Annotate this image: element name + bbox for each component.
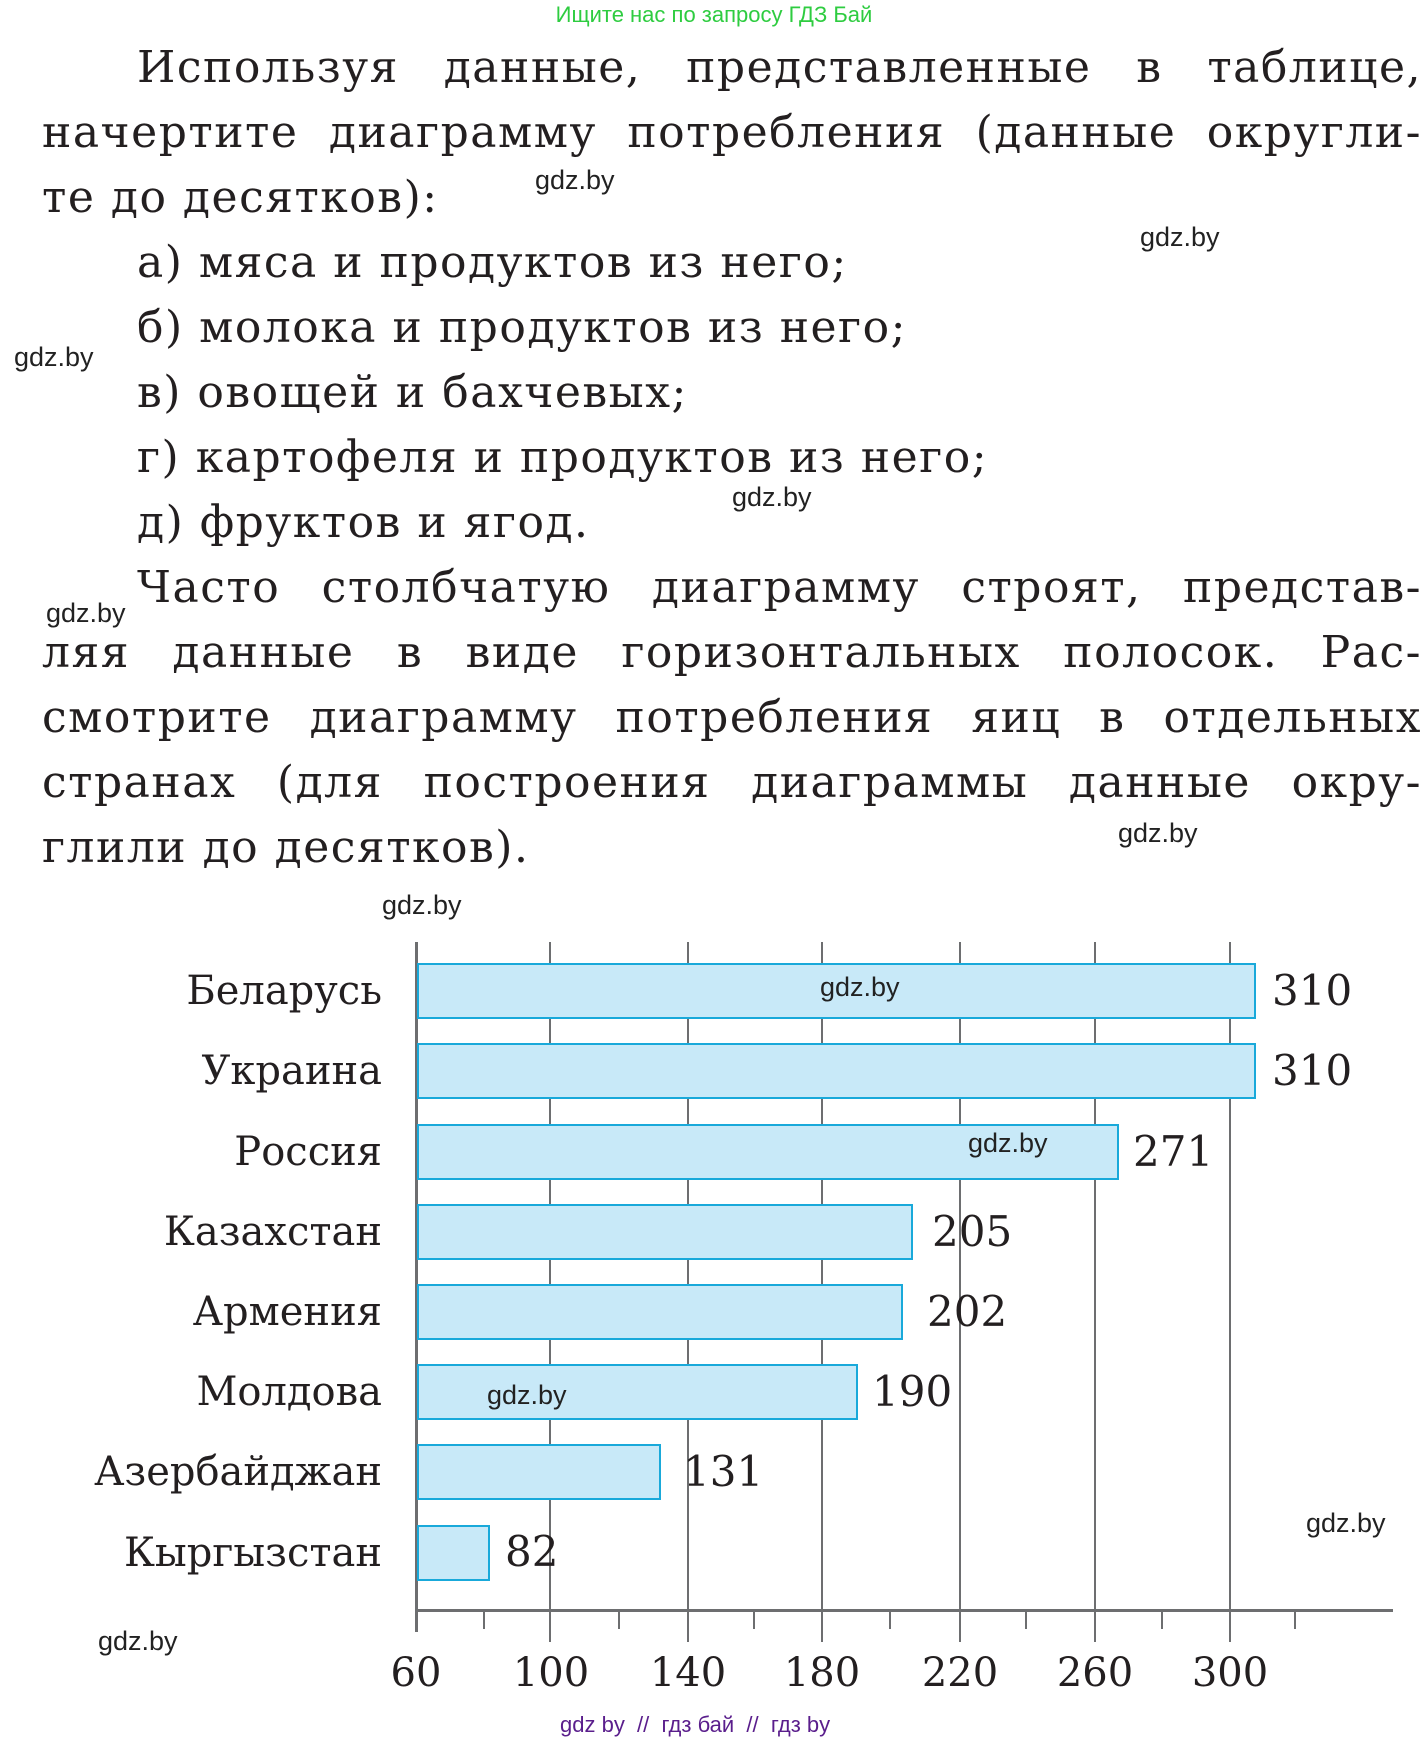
value-label: 310 xyxy=(1272,966,1353,1015)
category-label: Россия xyxy=(234,1129,382,1175)
description-line: ляя данные в виде горизонтальных полосок. Рас- xyxy=(42,627,1422,678)
minor-tick xyxy=(618,1609,620,1629)
minor-tick xyxy=(1294,1609,1296,1629)
x-tick-label: 60 xyxy=(390,1650,442,1696)
search-banner: Ищите нас по запросу ГДЗ Бай xyxy=(555,2,873,27)
value-label: 131 xyxy=(683,1447,764,1496)
x-tick-label: 180 xyxy=(783,1650,861,1696)
x-tick-label: 100 xyxy=(512,1650,590,1696)
category-label: Беларусь xyxy=(186,968,382,1014)
watermark: gdz.by xyxy=(46,598,126,628)
watermark: gdz.by xyxy=(14,342,94,372)
watermark: gdz.by xyxy=(98,1626,178,1656)
bar-kyrgyzstan xyxy=(417,1525,490,1581)
watermark: gdz.by xyxy=(382,890,462,920)
x-tick-label: 300 xyxy=(1191,1650,1269,1696)
description-paragraph xyxy=(42,555,1422,880)
category-label: Молдова xyxy=(196,1369,382,1415)
minor-tick xyxy=(483,1609,485,1629)
minor-tick xyxy=(889,1609,891,1629)
description-line: смотрите диаграмму потребления яиц в отдельных xyxy=(42,692,1422,743)
watermark: gdz.by xyxy=(1140,222,1220,252)
value-label: 190 xyxy=(872,1367,953,1416)
value-label: 271 xyxy=(1133,1127,1214,1176)
intro-paragraph xyxy=(42,35,1422,230)
footer-watermark: gdz by // гдз бай // гдз by xyxy=(560,1712,831,1737)
x-tick-label: 260 xyxy=(1056,1650,1134,1696)
task-item: а) мяса и продуктов из него; xyxy=(137,237,848,288)
bar-armenia xyxy=(417,1284,903,1340)
task-item: д) фруктов и ягод. xyxy=(137,497,590,548)
intro-line: те до десятков): xyxy=(42,172,439,223)
category-label: Армения xyxy=(192,1289,382,1335)
minor-tick xyxy=(1025,1609,1027,1629)
task-item: в) овощей и бахчевых; xyxy=(137,367,688,418)
task-item: г) картофеля и продуктов из него; xyxy=(137,432,989,483)
watermark: gdz.by xyxy=(968,1128,1048,1158)
category-label: Азербайджан xyxy=(94,1449,382,1495)
x-tick-label: 220 xyxy=(921,1650,999,1696)
bar-kazakhstan xyxy=(417,1204,913,1260)
bar-moldova xyxy=(417,1364,858,1420)
intro-line: Используя данные, представленные в таблице, xyxy=(137,42,1422,93)
description-line: странах (для построения диаграммы данные окру- xyxy=(42,757,1422,808)
minor-tick xyxy=(1161,1609,1163,1629)
description-line: Часто столбчатую диаграмму строят, представ- xyxy=(137,562,1422,613)
watermark: gdz.by xyxy=(820,972,900,1002)
bar-azerbaijan xyxy=(417,1444,661,1500)
x-axis xyxy=(415,1609,1393,1612)
watermark: gdz.by xyxy=(535,165,615,195)
watermark: gdz.by xyxy=(1306,1508,1386,1538)
description-line: глили до десятков). xyxy=(42,822,530,873)
category-label: Украина xyxy=(201,1048,382,1094)
minor-tick xyxy=(753,1609,755,1629)
watermark: gdz.by xyxy=(732,482,812,512)
task-item: б) молока и продуктов из него; xyxy=(137,302,907,353)
category-label: Кыргызстан xyxy=(123,1530,382,1576)
bar-ukraine xyxy=(417,1043,1256,1099)
value-label: 205 xyxy=(932,1207,1013,1256)
value-label: 82 xyxy=(505,1527,559,1576)
value-label: 202 xyxy=(927,1287,1008,1336)
intro-line: начертите диаграмму потребления (данные округли- xyxy=(42,107,1422,158)
value-label: 310 xyxy=(1272,1046,1353,1095)
watermark: gdz.by xyxy=(1118,818,1198,848)
x-tick-label: 140 xyxy=(649,1650,727,1696)
category-label: Казахстан xyxy=(163,1209,382,1255)
watermark: gdz.by xyxy=(487,1380,567,1410)
